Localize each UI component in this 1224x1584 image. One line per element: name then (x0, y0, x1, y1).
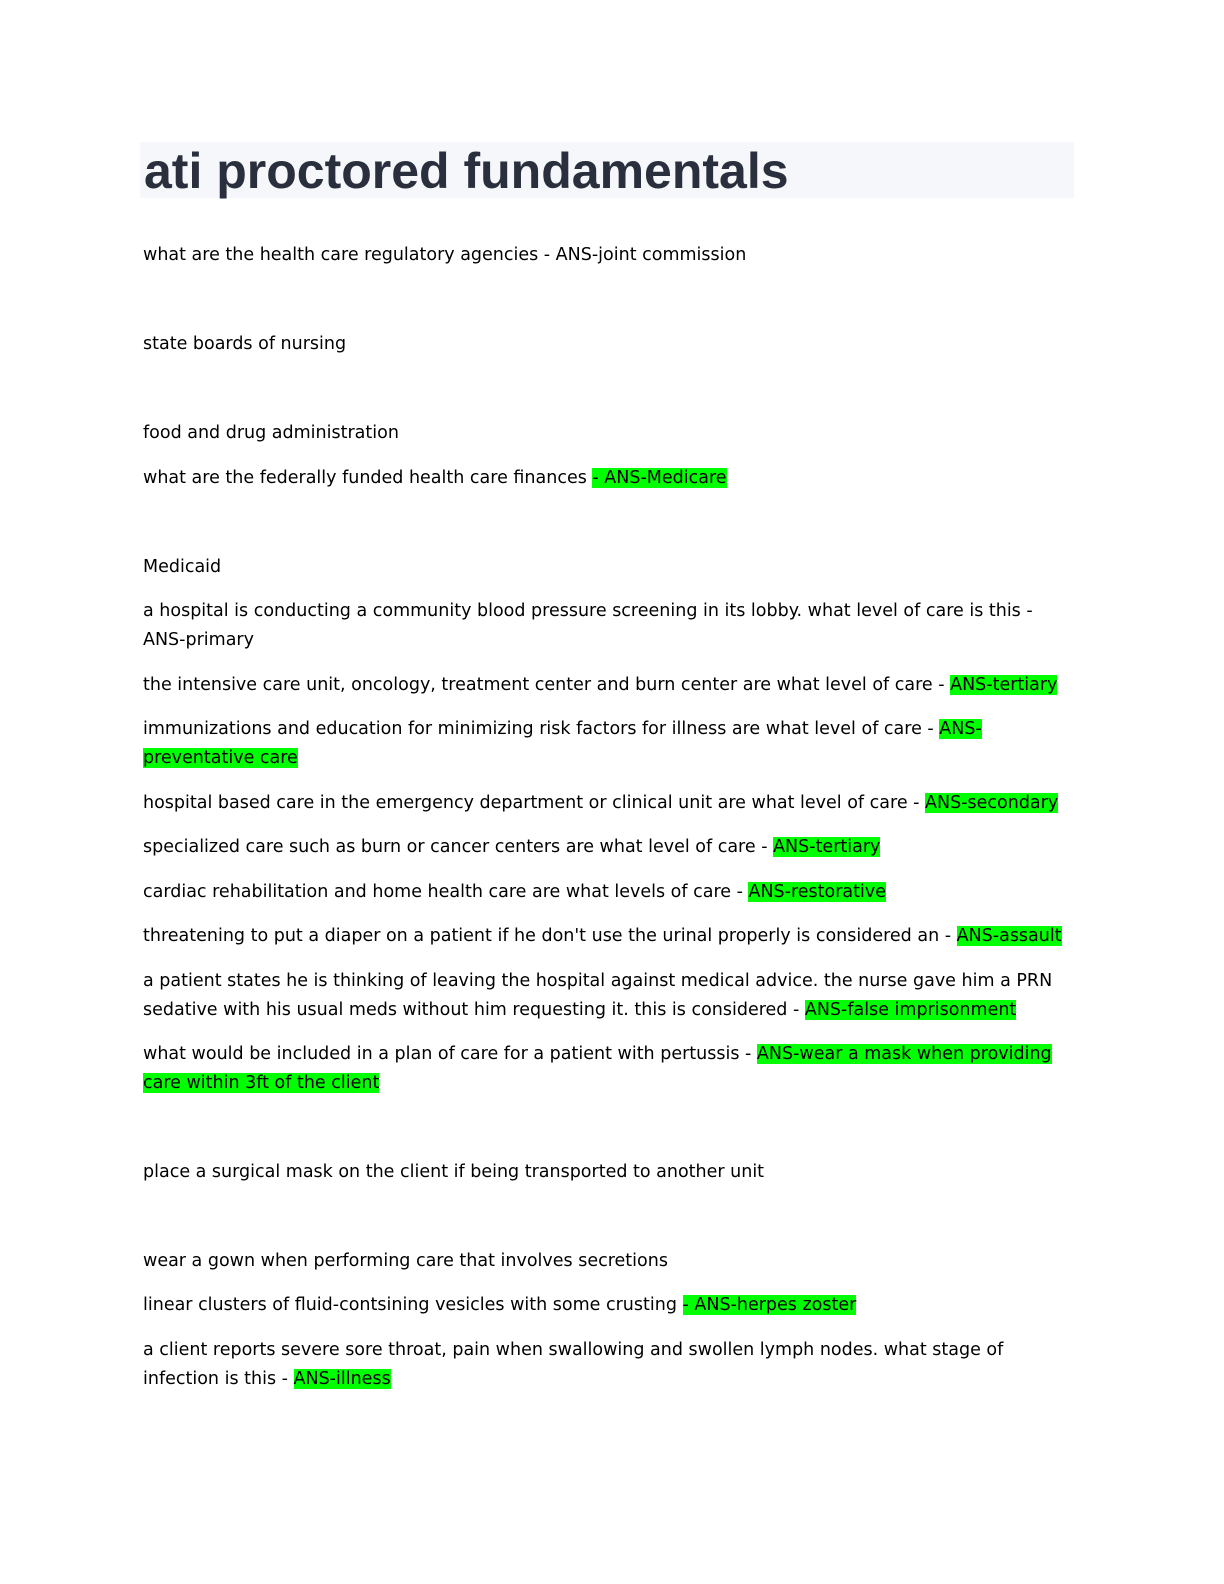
line-text: what would be included in a plan of care for a patient with pertussis - (143, 1044, 757, 1064)
text-line (143, 671, 1057, 700)
answer-highlight: - ANS-Medicare (592, 468, 727, 488)
line-text: specialized care such as burn or cancer centers are what level of care - (143, 837, 774, 857)
answer-highlight: preventative care (143, 748, 298, 768)
line-text: sedative with his usual meds without him requesting it. this is considered - (143, 1000, 805, 1020)
text-line (143, 922, 1062, 951)
line-text: state boards of nursing (143, 334, 347, 354)
line-text: a patient states he is thinking of leaving the hospital against medical advice. the nurse gave him a PRN (143, 971, 1053, 991)
text-line (143, 967, 1052, 996)
answer-highlight: ANS-tertiary (773, 837, 881, 857)
text-line (143, 419, 399, 448)
text-line (143, 878, 886, 907)
line-text: linear clusters of fluid-contsining vesicles with some crusting (143, 1295, 683, 1315)
text-line (143, 996, 1016, 1025)
text-line (143, 715, 982, 744)
text-line (143, 789, 1058, 818)
text-line (143, 1069, 379, 1098)
line-text: a client reports severe sore throat, pain when swallowing and swollen lymph nodes. what stage of (143, 1340, 1004, 1360)
line-text: what are the health care regulatory agencies - ANS-joint commission (143, 245, 747, 265)
answer-highlight: ANS-restorative (748, 882, 886, 902)
text-line (143, 833, 880, 862)
text-line (143, 241, 746, 270)
text-line (143, 1040, 1052, 1069)
text-line (143, 464, 727, 493)
text-line (143, 1365, 391, 1394)
text-line (143, 1158, 764, 1187)
line-text: a hospital is conducting a community blood pressure screening in its lobby. what level of care is this - (143, 601, 1033, 621)
line-text: cardiac rehabilitation and home health care are what levels of care - (143, 882, 749, 902)
answer-highlight: ANS- (939, 719, 982, 739)
line-text: place a surgical mask on the client if being transported to another unit (143, 1162, 765, 1182)
line-text: ANS-primary (143, 630, 254, 650)
answer-highlight: ANS-wear a mask when providing (756, 1044, 1052, 1064)
text-line (143, 744, 298, 773)
line-text: hospital based care in the emergency department or clinical unit are what level of care - (143, 793, 926, 813)
text-line (143, 1291, 856, 1320)
text-line (143, 597, 1033, 626)
text-line (143, 330, 346, 359)
text-line (143, 553, 221, 582)
line-text: immunizations and education for minimizing risk factors for illness are what level of care - (143, 719, 940, 739)
line-text: wear a gown when performing care that involves secretions (143, 1251, 668, 1271)
answer-highlight: ANS-assault (956, 926, 1062, 946)
line-text: infection is this - (143, 1369, 294, 1389)
line-text: what are the federally funded health care finances (143, 468, 593, 488)
answer-highlight: ANS-illness (293, 1369, 391, 1389)
answer-highlight: ANS-secondary (925, 793, 1059, 813)
text-line (143, 1247, 668, 1276)
line-text: food and drug administration (143, 423, 399, 443)
line-text: threatening to put a diaper on a patient if he don't use the urinal properly is considered an - (143, 926, 957, 946)
answer-highlight: ANS-false imprisonment (804, 1000, 1017, 1020)
text-line (143, 626, 254, 655)
line-text: the intensive care unit, oncology, treatment center and burn center are what level of care - (143, 675, 951, 695)
answer-highlight: ANS-tertiary (950, 675, 1058, 695)
answer-highlight: - ANS-herpes zoster (682, 1295, 857, 1315)
answer-highlight: care within 3ft of the client (143, 1073, 380, 1093)
document-title: ati proctored fundamentals (144, 143, 789, 199)
text-line (143, 1336, 1003, 1365)
line-text: Medicaid (143, 557, 222, 577)
